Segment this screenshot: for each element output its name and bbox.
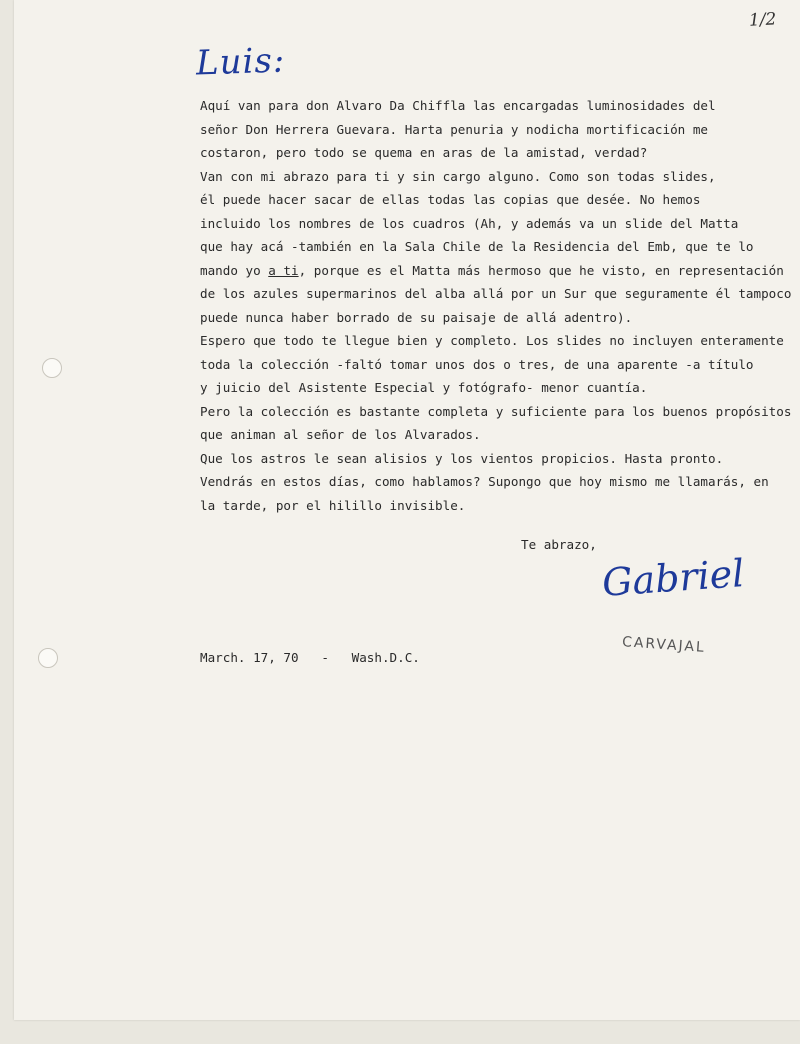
body-line: Espero que todo te llegue bien y completo. Los slides no incluyen enteramente [200, 333, 784, 348]
body-line: él puede hacer sacar de ellas todas las copias que desée. No hemos [200, 192, 701, 207]
page-number: 1/2 [748, 9, 777, 31]
body-line: Aquí van para don Alvaro Da Chiffla las encargadas luminosidades del [200, 98, 716, 113]
punch-hole [42, 358, 62, 378]
body-line-text: , porque es el Matta más hermoso que he visto, en representación [298, 262, 784, 278]
body-line: Pero la colección es bastante completa y suficiente para los buenos propósitos [200, 403, 792, 419]
underlined-text: a ti [268, 262, 299, 278]
body-line: de los azules supermarinos del alba allá por un Sur que seguramente él tampoco [200, 286, 792, 301]
body-line: Van con mi abrazo para ti y sin cargo alguno. Como son todas slides, [200, 168, 716, 184]
punch-hole [38, 648, 58, 668]
letter-page [14, 0, 800, 1020]
body-line: que animan al señor de los Alvarados. [200, 427, 481, 442]
printed-name: CARVAJAL [621, 634, 707, 656]
body-line: incluido los nombres de los cuadros (Ah, y además va un slide del Matta [200, 215, 739, 231]
body-line: que hay acá -también en la Sala Chile de la Residencia del Emb, que te lo [200, 239, 754, 254]
dateline: March. 17, 70 - Wash.D.C. [200, 650, 420, 665]
body-line-text: mando yo [200, 262, 269, 278]
body-line: costaron, pero todo se quema en aras de la amistad, verdad? [200, 145, 648, 160]
body-line: y juicio del Asistente Especial y fotógrafo- menor cuantía. [200, 380, 648, 395]
body-line: señor Don Herrera Guevara. Harta penuria y nodicha mortificación me [200, 121, 708, 137]
body-line: toda la colección -faltó tomar unos dos o tres, de una aparente -a título [200, 356, 754, 372]
body-line: Vendrás en estos días, como hablamos? Supongo que hoy mismo me llamarás, en [200, 474, 769, 489]
body-line: la tarde, por el hilillo invisible. [200, 497, 466, 513]
salutation: Luis: [195, 40, 286, 84]
closing: Te abrazo, [521, 537, 597, 552]
signature: Gabriel [600, 551, 746, 605]
letter-body [200, 94, 800, 517]
body-line [200, 259, 800, 283]
body-line: Que los astros le sean alisios y los vientos propicios. Hasta pronto. [200, 450, 724, 466]
body-line: puede nunca haber borrado de su paisaje de allá adentro). [200, 309, 633, 325]
